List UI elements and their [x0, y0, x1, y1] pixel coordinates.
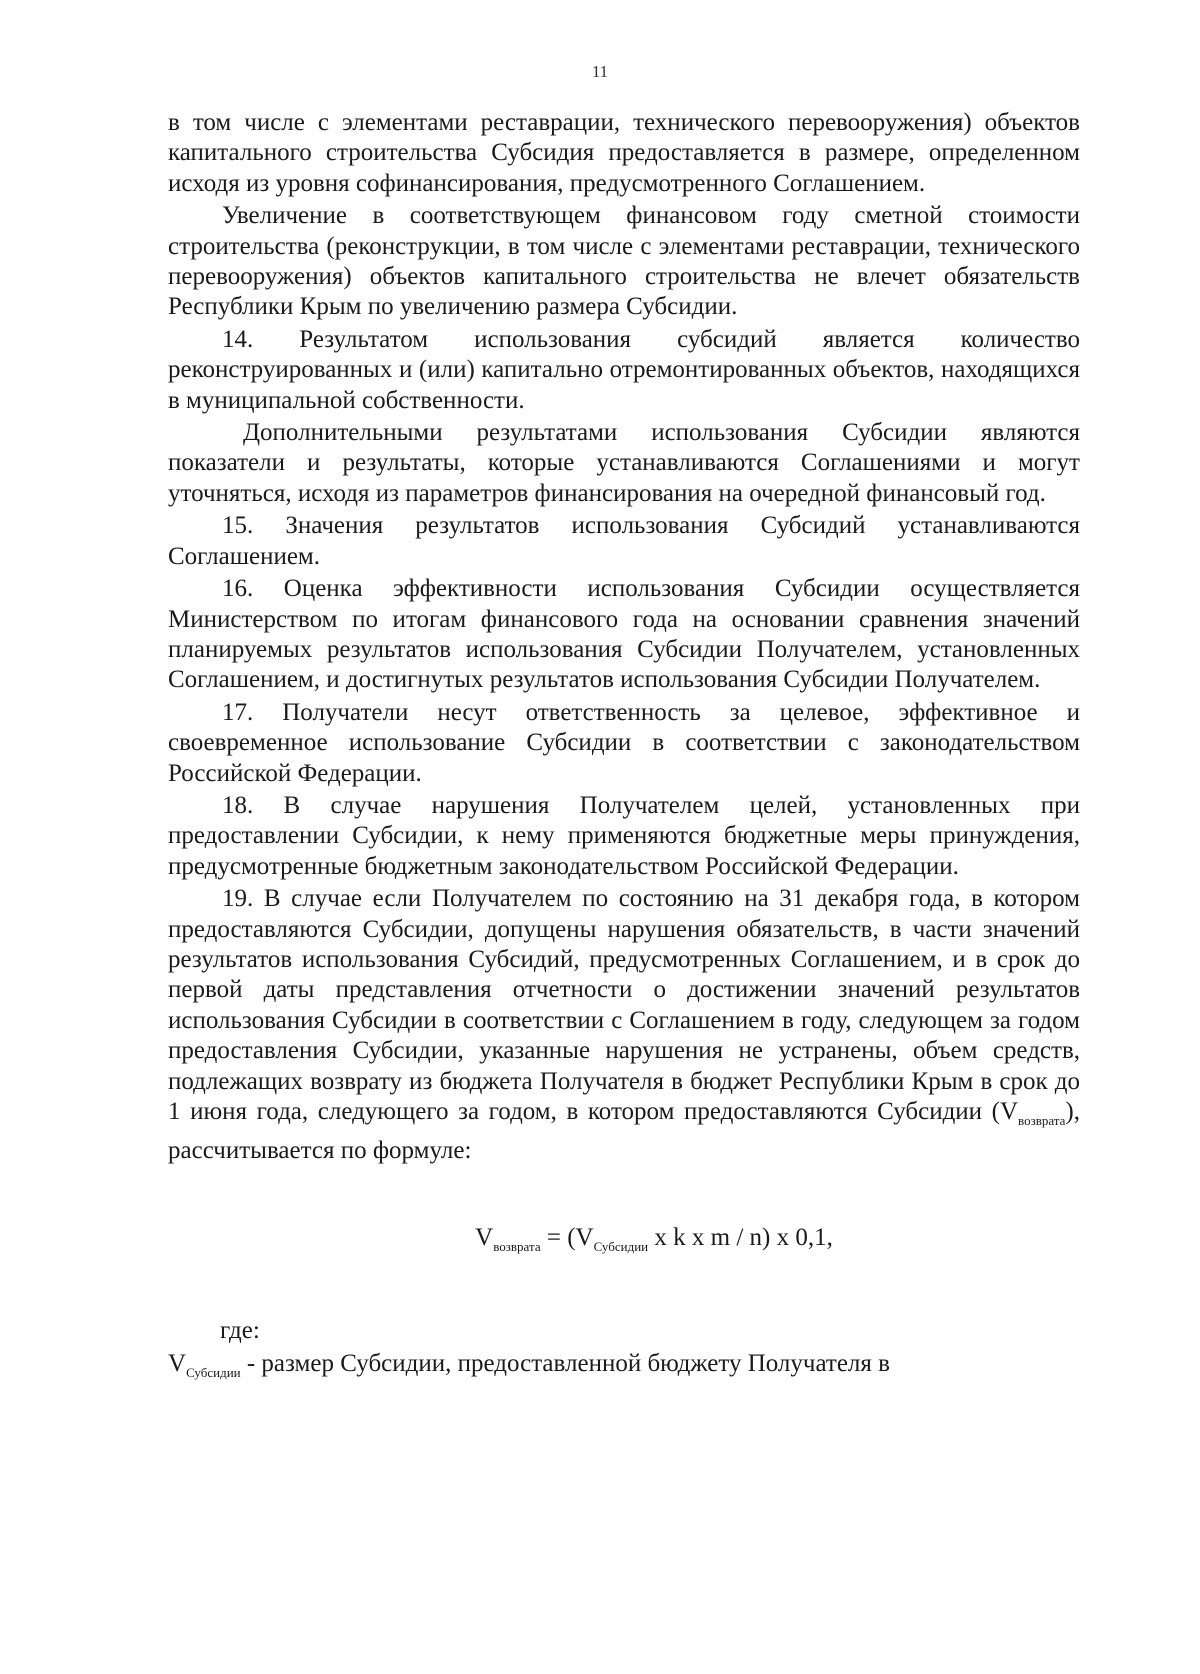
formula-lhs-sub: возврата: [493, 1238, 541, 1254]
paragraph-14: 14. Результатом использования субсидий является количество реконструированных и (или) капитально отремонтированных объектов, находящихся в муниципальной собственности.: [168, 325, 1080, 414]
paragraph-15: 15. Значения результатов использования Субсидий устанавливаются Соглашением.: [168, 512, 1080, 570]
where-label: где:: [220, 1317, 260, 1345]
definition-text: - размер Субсидии, предоставленной бюджету Получателя в: [240, 1349, 890, 1377]
definition-symbol: V: [168, 1349, 187, 1377]
paragraph-19-text: 19. В случае если Получателем по состоянию на 31 декабря года, в котором предоставляются Субсидии, допущены нарушения обязательств, в части значений результатов использования Субсидий, предусмотренных Соглашением, и в срок до первой даты представления отчетности о достижении значений результатов использования Субсидии в соответствии с Соглашением в году, следующем за годом предоставления Субсидии, указанные нарушения не устранены, объем средств, подлежащих возврату из бюджета Получателя в бюджет Республики Крым в срок до 1 июня года, следующего за годом, в котором предоставляются Субсидии (V: [168, 885, 1080, 1125]
paragraph-cost-increase: Увеличение в соответствующем финансовом году сметной стоимости строительства (реконструкции, в том числе с элементами реставрации, технического перевооружения) объектов капитального строительства не влечет обязательств Республики Крым по увеличению размера Субсидии.: [168, 202, 1080, 321]
definition-symbol-sub: Субсидии: [186, 1364, 241, 1380]
paragraph-additional-results: Дополнительными результатами использования Субсидии являются показатели и результаты, которые устанавливаются Соглашениями и могут уточняться, исходя из параметров финансирования на очередной финансовый год.: [168, 419, 1080, 507]
paragraph-16: 16. Оценка эффективности использования Субсидии осуществляется Министерством по итогам финансового года на основании сравнения значений планируемых результатов использования Субсидии Получателем, установленных Соглашением, и достигнутых результатов использования Субсидии Получателем.: [168, 575, 1080, 694]
paragraph-17: 17. Получатели несут ответственность за целевое, эффективное и своевременное использование Субсидии в соответствии с законодательством Российской Федерации.: [168, 698, 1080, 787]
document-body: [168, 108, 1080, 1390]
paragraph-continuation: в том числе с элементами реставрации, технического перевооружения) объектов капитального строительства Субсидия предоставляется в размере, определенном исходя из уровня софинансирования, предусмотренного Соглашением.: [168, 109, 1080, 197]
paragraph-19-subscript: возврата: [1018, 1113, 1066, 1128]
formula-rest: x k x m / n) x 0,1,: [648, 1223, 833, 1251]
paragraph-18: 18. В случае нарушения Получателем целей, установленных при предоставлении Субсидии, к нему применяются бюджетные меры принуждения, предусмотренные бюджетным законодательством Российской Федерации.: [168, 791, 1080, 880]
paragraph-19-tail: ), рассчитывается по формуле:: [168, 1098, 1080, 1165]
definition-subsidy: [168, 1349, 1080, 1388]
paragraph-19: [168, 884, 1080, 1167]
page-number: 11: [591, 62, 609, 81]
formula-eq: = (V: [540, 1223, 594, 1251]
formula-lhs: V: [475, 1223, 494, 1251]
return-formula: [168, 1223, 1080, 1262]
formula-rhs-sub: Субсидии: [593, 1238, 649, 1254]
